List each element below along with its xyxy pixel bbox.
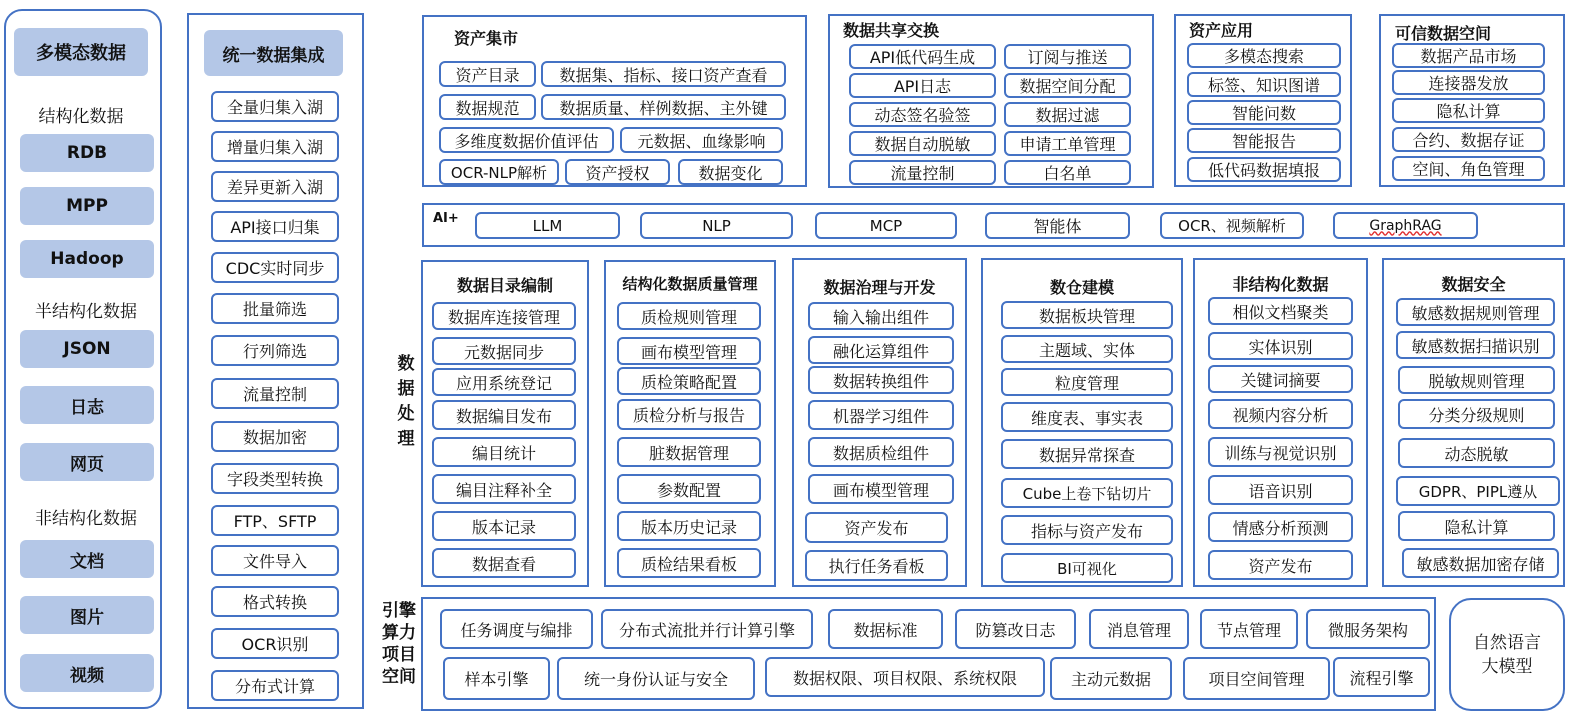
unstructured-item: 实体识别 [1208,332,1353,360]
integration-item: FTP、SFTP [211,505,339,536]
governance-item: 输入输出组件 [808,302,954,330]
engine-item: 流程引擎 [1333,657,1430,697]
integration-item: OCR识别 [211,628,339,659]
sharing-item: 订阅与推送 [1004,44,1131,69]
integration-item: 流量控制 [211,378,339,409]
quality-item: 质检结果看板 [617,548,761,578]
unstructured-item: 训练与视觉识别 [1208,437,1353,467]
sharing-item: API日志 [849,73,996,98]
source-mpp: MPP [20,187,154,225]
integration-item: API接口归集 [211,211,339,242]
engine-item: 防篡改日志 [955,609,1076,649]
integration-item: 行列筛选 [211,335,339,366]
warehouse-item: 数据板块管理 [1001,301,1173,329]
security-item: GDPR、PIPL遵从 [1396,476,1560,506]
market-item: 数据规范 [439,94,536,120]
engine-item: 节点管理 [1200,609,1298,649]
market-item: 数据集、指标、接口资产查看 [541,61,786,87]
engine-item: 统一身份认证与安全 [557,657,755,700]
trusted-data-space-title: 可信数据空间 [1395,24,1492,43]
ai-item-graphrag [1333,212,1478,239]
quality-item: 版本历史记录 [617,511,761,541]
structured-data-label: 结构化数据 [38,106,124,127]
catalog-item: 元数据同步 [432,337,576,365]
integration-item: 增量归集入湖 [211,131,339,162]
catalog-item: 数据库连接管理 [432,302,576,330]
engine-item: 消息管理 [1089,609,1189,649]
catalog-item: 数据查看 [432,548,576,578]
unstructured-item: 相似文档聚类 [1208,297,1353,325]
application-item: 标签、知识图谱 [1187,72,1341,97]
security-item: 脱敏规则管理 [1398,366,1555,394]
engine-item: 主动元数据 [1050,657,1172,700]
warehouse-item: 数据异常探查 [1001,439,1173,469]
source-rdb: RDB [20,134,154,172]
data-security-title: 数据安全 [1441,275,1506,294]
unstructured-item: 视频内容分析 [1208,399,1353,429]
ai-item-llm: LLM [475,212,620,239]
engine-item: 任务调度与编排 [440,609,593,649]
quality-item: 质检分析与报告 [617,399,761,430]
engine-item: 样本引擎 [443,657,550,700]
integration-item: CDC实时同步 [211,252,339,283]
catalog-title: 数据目录编制 [456,276,553,295]
governance-item: 数据转换组件 [808,366,954,394]
sharing-item: 申请工单管理 [1004,131,1131,156]
integration-item: 数据加密 [211,421,339,452]
sharing-item: 数据过滤 [1004,102,1131,127]
trusted-item: 连接器发放 [1392,70,1545,95]
trusted-item: 数据产品市场 [1392,43,1545,68]
unstructured-data-label: 非结构化数据 [35,508,137,529]
warehouse-item: Cube上卷下钻切片 [1001,478,1173,508]
unified-integration-title: 统一数据集成 [204,30,343,76]
source-images: 图片 [20,596,154,634]
integration-item: 批量筛选 [211,293,339,324]
multimodal-data-title: 多模态数据 [14,28,148,76]
unstructured-item: 情感分析预测 [1208,512,1353,542]
warehouse-item: 维度表、事实表 [1001,402,1173,432]
sharing-item: 动态签名验签 [849,102,996,127]
ai-item-agent: 智能体 [985,212,1130,239]
source-logs: 日志 [20,386,154,424]
nl-llm-panel [1449,598,1565,711]
sharing-item: 白名单 [1004,160,1131,185]
governance-item: 数据质检组件 [808,437,954,467]
warehouse-modeling-title: 数仓建模 [1049,278,1114,297]
engine-compute-label [380,600,418,688]
security-item: 动态脱敏 [1398,438,1555,468]
warehouse-item: 指标与资产发布 [1001,515,1173,545]
integration-item: 差异更新入湖 [211,171,339,202]
engine-compute-text: 引擎算力项目空间 [382,601,416,687]
integration-item: 分布式计算 [211,670,339,701]
warehouse-item: BI可视化 [1001,553,1173,583]
integration-item: 文件导入 [211,545,339,576]
market-item: 资产授权 [565,159,670,185]
catalog-item: 编目注释补全 [432,474,576,504]
governance-item: 融化运算组件 [808,336,954,364]
unstructured-item: 资产发布 [1208,550,1353,580]
sharing-item: 数据自动脱敏 [849,131,996,156]
ai-item-ocr-video: OCR、视频解析 [1160,212,1304,239]
quality-item: 脏数据管理 [617,437,761,467]
security-item: 敏感数据扫描识别 [1396,331,1555,359]
integration-item: 字段类型转换 [211,463,339,494]
application-item: 低代码数据填报 [1187,157,1341,182]
engine-item: 项目空间管理 [1183,657,1330,700]
market-item: 数据变化 [678,159,783,185]
source-json: JSON [20,330,154,368]
asset-market-title: 资产集市 [454,29,519,48]
quality-item: 画布模型管理 [617,337,761,365]
unstructured-title: 非结构化数据 [1232,275,1329,294]
governance-item: 资产发布 [805,512,948,543]
source-webpages: 网页 [20,443,154,481]
data-processing-label [393,352,419,452]
ai-item-nlp: NLP [640,212,793,239]
engine-item: 数据权限、项目权限、系统权限 [765,657,1045,697]
market-item: 元数据、血缘影响 [620,127,783,153]
sharing-item: API低代码生成 [849,44,996,69]
market-item: OCR-NLP解析 [439,159,559,185]
integration-item: 全量归集入湖 [211,91,339,122]
catalog-item: 版本记录 [432,511,576,541]
catalog-item: 应用系统登记 [432,368,576,396]
engine-item: 分布式流批并行计算引擎 [601,609,813,649]
ai-plus-label: AI+ [433,211,459,226]
quality-item: 参数配置 [617,474,761,504]
semi-structured-data-label: 半结构化数据 [35,301,137,322]
asset-application-title: 资产应用 [1189,21,1254,40]
quality-item: 质检策略配置 [617,367,761,395]
application-item: 智能问数 [1187,100,1341,125]
security-item: 隐私计算 [1398,511,1555,541]
application-item: 智能报告 [1187,128,1341,153]
sharing-item: 流量控制 [849,160,996,185]
governance-item: 画布模型管理 [808,474,954,504]
integration-item: 格式转换 [211,586,339,617]
market-item: 资产目录 [439,61,536,87]
sharing-item: 数据空间分配 [1004,73,1131,98]
data-processing-text: 数据处理 [397,354,415,449]
market-item: 多维度数据价值评估 [439,127,614,153]
data-sharing-title: 数据共享交换 [843,21,940,40]
source-documents: 文档 [20,540,154,578]
unstructured-item: 语音识别 [1208,475,1353,505]
security-item: 敏感数据规则管理 [1396,298,1555,326]
unstructured-item: 关键词摘要 [1208,365,1353,393]
source-hadoop: Hadoop [20,240,154,278]
governance-item: 执行任务看板 [805,550,948,581]
market-item: 数据质量、样例数据、主外键 [541,94,786,120]
quality-item: 质检规则管理 [617,302,761,330]
trusted-item: 合约、数据存证 [1392,127,1545,152]
warehouse-item: 主题域、实体 [1001,335,1173,363]
engine-item: 微服务架构 [1306,609,1430,649]
application-item: 多模态搜索 [1187,43,1341,68]
catalog-item: 编目统计 [432,437,576,467]
security-item: 分类分级规则 [1398,399,1555,429]
nl-llm-label: 自然语言大模型 [1473,632,1541,677]
source-videos: 视频 [20,654,154,692]
security-item: 敏感数据加密存储 [1402,548,1559,578]
ai-item-mcp: MCP [815,212,957,239]
warehouse-item: 粒度管理 [1001,368,1173,396]
governance-item: 机器学习组件 [808,400,954,430]
quality-title: 结构化数据质量管理 [622,275,758,293]
catalog-item: 数据编目发布 [432,400,576,430]
trusted-item: 隐私计算 [1392,98,1545,123]
trusted-item: 空间、角色管理 [1392,156,1545,181]
governance-title: 数据治理与开发 [823,278,936,297]
graphrag-label: GraphRAG [1369,217,1442,234]
engine-item: 数据标准 [828,609,943,649]
